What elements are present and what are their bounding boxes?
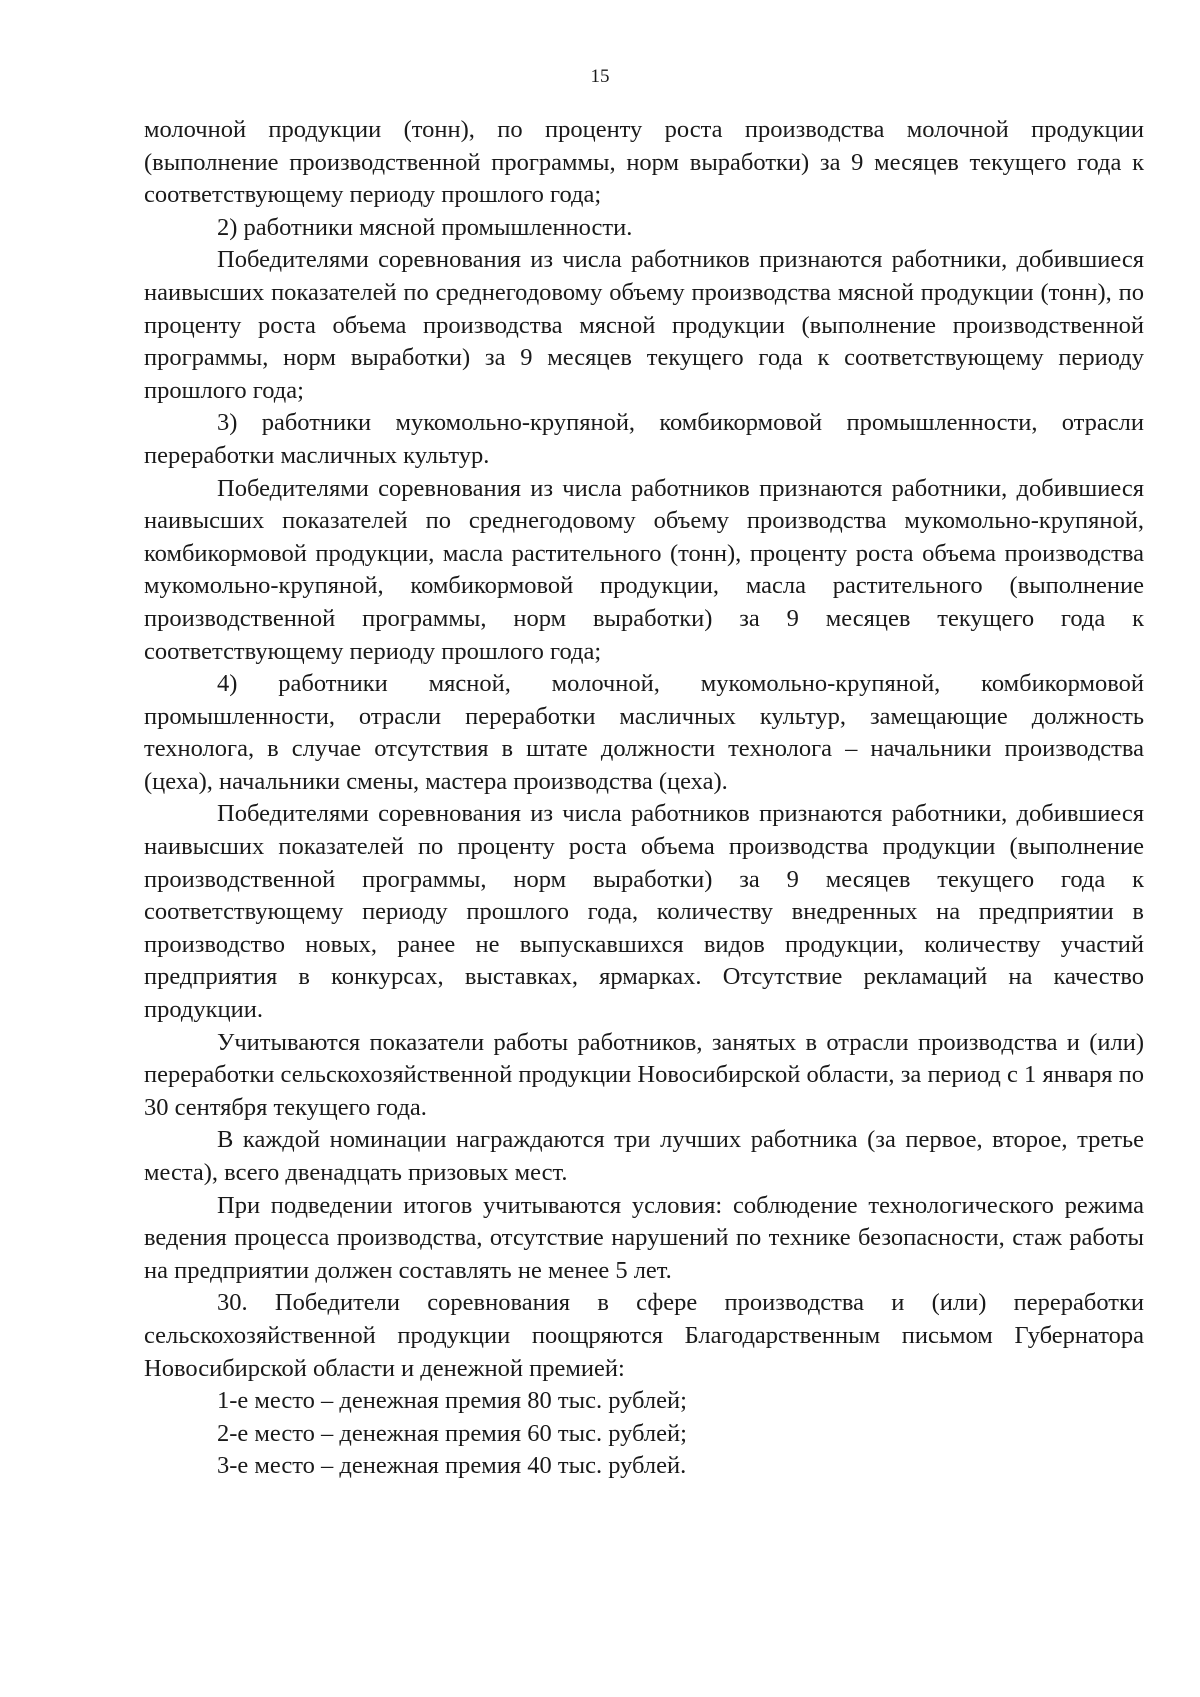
paragraph-technologists-winners-criteria: Победителями соревнования из числа работников признаются работники, добившиеся наивысших показателей по проценту роста объема производства продукции (выполнение производственной программы, норм выработки) за 9 месяцев текущего года к соответствующему периоду прошлого года, количеству внедренных на предприятии в производство новых, ранее не выпускавшихся видов продукции, количеству участий предприятия в конкурсах, выставках, ярмарках. Отсутствие рекламаций на качество продукции. — [144, 800, 1144, 1024]
document-body — [144, 114, 1144, 1483]
page-number: 15 — [590, 66, 610, 87]
paragraph-item-30-rewards: 30. Победители соревнования в сфере производства и (или) переработки сельскохозяйственной продукции поощряются Благодарственным письмом Губернатора Новосибирской области и денежной премией: — [144, 1289, 1144, 1382]
paragraph-item-4-technologists: 4) работники мясной, молочной, мукомольно-крупяной, комбикормовой промышленности, отрасли переработки масличных культур, замещающие должность технолога, в случае отсутствия в штате должности технолога – начальники производства (цеха), начальники смены, мастера производства (цеха). — [144, 670, 1144, 795]
paragraph-item-2-meat-workers: 2) работники мясной промышленности. — [217, 213, 633, 241]
paragraph-third-place-prize: 3-е место – денежная премия 40 тыс. рублей. — [217, 1452, 687, 1480]
paragraph-item-3-flour-feed-workers: 3) работники мукомольно-крупяной, комбикормовой промышленности, отрасли переработки масличных культур. — [144, 409, 1144, 469]
paragraph-second-place-prize: 2-е место – денежная премия 60 тыс. рублей; — [217, 1419, 687, 1447]
paragraph-meat-winners-criteria: Победителями соревнования из числа работников признаются работники, добившиеся наивысших показателей по среднегодовому объему производства мясной продукции (тонн), по проценту роста объема производства мясной продукции (выполнение производственной программы, норм выработки) за 9 месяцев текущего года к соответствующему периоду прошлого года; — [144, 246, 1144, 404]
paragraph-flour-feed-winners-criteria: Победителями соревнования из числа работников признаются работники, добившиеся наивысших показателей по среднегодовому объему производства мукомольно-крупяной, комбикормовой продукции, масла растительного (тонн), проценту роста объема производства мукомольно-крупяной, комбикормовой продукции, масла растительного (выполнение производственной программы, норм выработки) за 9 месяцев текущего года к соответствующему периоду прошлого года; — [144, 474, 1144, 665]
paragraph-summing-up-conditions: При подведении итогов учитываются условия: соблюдение технологического режима ведения процесса производства, отсутствие нарушений по технике безопасности, стаж работы на предприятии должен составлять не менее 5 лет. — [144, 1191, 1144, 1284]
paragraph-prize-places: В каждой номинации награждаются три лучших работника (за первое, второе, третье места), всего двенадцать призовых мест. — [144, 1126, 1144, 1186]
paragraph-dairy-continuation: молочной продукции (тонн), по проценту роста производства молочной продукции (выполнение производственной программы, норм выработки) за 9 месяцев текущего года к соответствующему периоду прошлого года; — [144, 116, 1144, 209]
paragraph-accounting-period: Учитываются показатели работы работников, занятых в отрасли производства и (или) переработки сельскохозяйственной продукции Новосибирской области, за период с 1 января по 30 сентября текущего года. — [144, 1028, 1144, 1121]
paragraph-first-place-prize: 1-е место – денежная премия 80 тыс. рублей; — [217, 1387, 687, 1415]
